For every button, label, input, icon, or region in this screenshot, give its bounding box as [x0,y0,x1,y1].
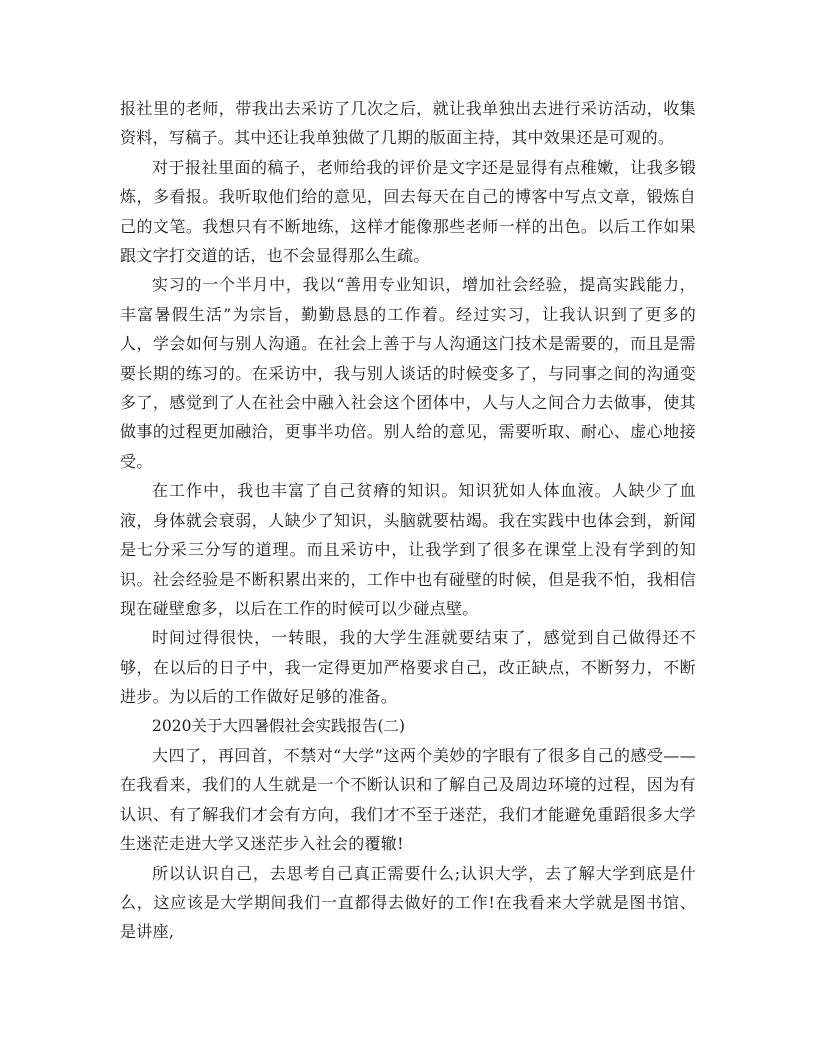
document-body [120,94,696,947]
paragraph-7: 所以认识自己，去思考自己真正需要什么;认识大学，去了解大学到底是什么，这应该是大学期间我们一直都得去做好的工作!在我看来大学就是图书馆、是讲座, [120,863,696,942]
paragraph-2: 对于报社里面的稿子，老师给我的评价是文字还是显得有点稚嫩，让我多锻炼，多看报。我听取他们给的意见，回去每天在自己的博客中写点文章，锻炼自己的文笔。我想只有不断地练，这样才能像那些老师一样的出色。以后工作如果跟文字打交道的话，也不会显得那么生疏。 [120,157,696,266]
paragraph-1: 报社里的老师，带我出去采访了几次之后，就让我单独出去进行采访活动，收集资料，写稿子。其中还让我单独做了几期的版面主持，其中效果还是可观的。 [120,99,696,148]
paragraph-6: 大四了，再回首，不禁对“大学”这两个美妙的字眼有了很多自己的感受——在我看来，我们的人生就是一个不断认识和了解自己及周边环境的过程，因为有认识、有了解我们才会有方向，我们才不至于迷茫，我们才能避免重蹈很多大学生迷茫走进大学又迷茫步入社会的覆辙! [120,745,696,854]
paragraph-4: 在工作中，我也丰富了自己贫瘠的知识。知识犹如人体血液。人缺少了血液，身体就会衰弱，人缺少了知识，头脑就要枯竭。我在实践中也体会到，新闻是七分采三分写的道理。而且采访中，让我学到了很多在课堂上没有学到的知识。社会经验是不断积累出来的，工作中也有碰壁的时候，但是我不怕，我相信现在碰壁愈多，以后在工作的时候可以少碰点壁。 [120,481,696,618]
paragraph-3: 实习的一个半月中，我以“善用专业知识，增加社会经验，提高实践能力，丰富暑假生活”为宗旨，勤勤恳恳的工作着。经过实习，让我认识到了更多的人，学会如何与别人沟通。在社会上善于与人沟通这门技术是需要的，而且是需要长期的练习的。在采访中，我与别人谈话的时候变多了，与同事之间的沟通变多了，感觉到了人在社会中融入社会这个团体中，人与人之间合力去做事，使其做事的过程更加融洽，更事半功倍。别人给的意见，需要听取、耐心、虚心地接受。 [120,275,696,471]
section-heading: 2020关于大四暑假社会实践报告(二) [152,716,406,735]
paragraph-5: 时间过得很快，一转眼，我的大学生涯就要结束了，感觉到自己做得还不够，在以后的日子中，我一定得更加严格要求自己，改正缺点，不断努力，不断进步。为以后的工作做好足够的准备。 [120,628,696,707]
